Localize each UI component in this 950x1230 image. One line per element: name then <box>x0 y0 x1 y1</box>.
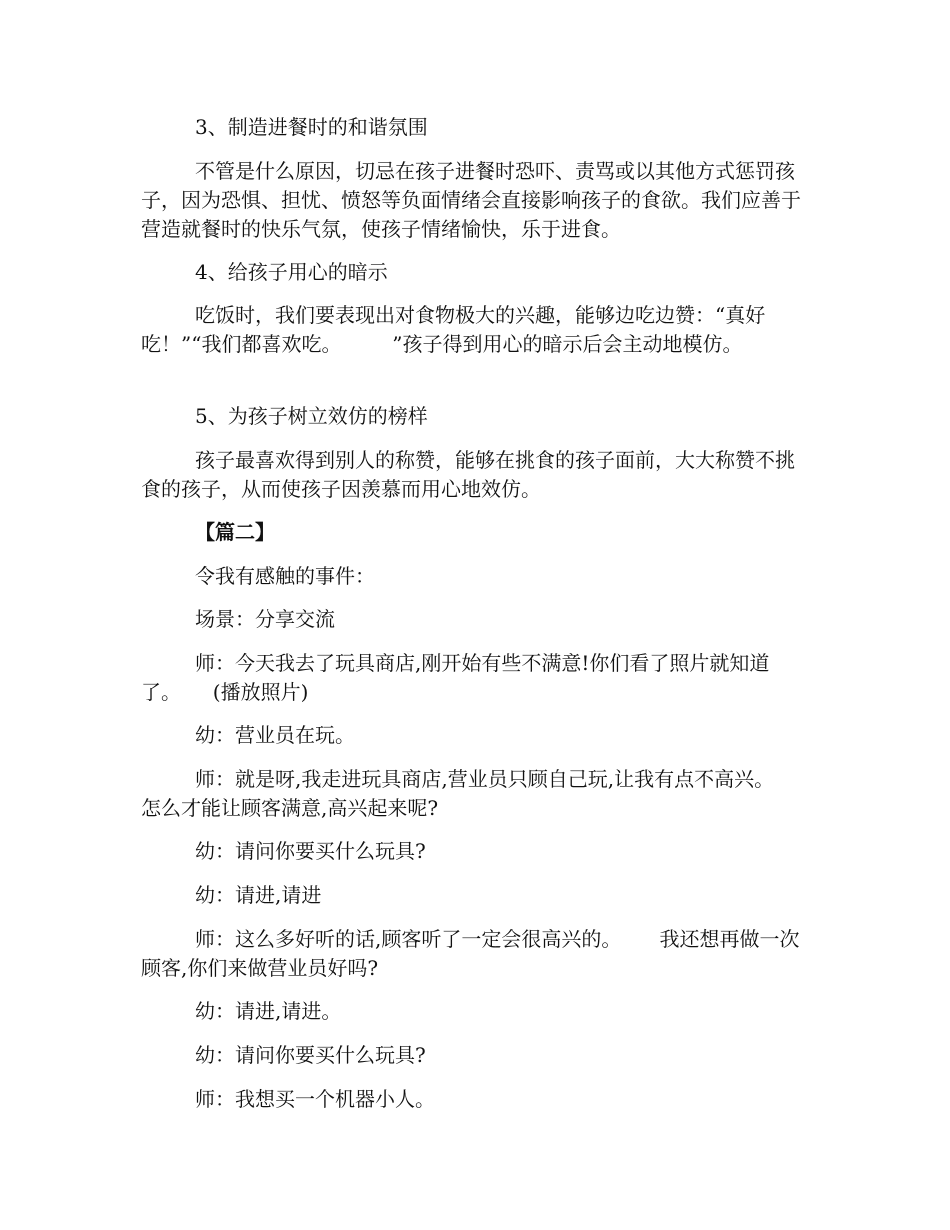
paragraph-role-model: 孩子最喜欢得到别人的称赞，能够在挑食的孩子面前，大大称赞不挑食的孩子，从而使孩子因羡慕而用心地效仿。 <box>141 448 795 501</box>
dialogue-child-2: 幼：请问你要买什么玩具? <box>195 839 426 863</box>
dialogue-child-3: 幼：请进,请进 <box>195 883 322 907</box>
paragraph-positive-hint: 吃饭时，我们要表现出对食物极大的兴趣，能够边吃边赞：“真好吃！”“我们都喜欢吃。 ”孩子得到用心的暗示后会主动地模仿。 <box>141 303 766 356</box>
dialogue-child-5: 幼：请问你要买什么玩具? <box>195 1043 426 1067</box>
dialogue-teacher-1: 师：今天我去了玩具商店,刚开始有些不满意!你们看了照片就知道了。 (播放照片) <box>141 651 770 704</box>
section-heading-5: 5、为孩子树立效仿的榜样 <box>195 404 428 428</box>
dialogue-child-4: 幼：请进,请进。 <box>195 999 342 1023</box>
section-heading-3: 3、制造进餐时的和谐氛围 <box>195 115 428 139</box>
paragraph-mealtime-atmosphere: 不管是什么原因，切忌在孩子进餐时恐吓、责骂或以其他方式惩罚孩子，因为恐惧、担忧、愤怒等负面情绪会直接影响孩子的食欲。我们应善于营造就餐时的快乐气氛，使孩子情绪愉快，乐于进食。 <box>141 159 801 241</box>
part-two-heading: 【篇二】 <box>195 520 275 544</box>
dialogue-teacher-3: 师：这么多好听的话,顾客听了一定会很高兴的。 我还想再做一次顾客,你们来做营业员好吗? <box>141 927 800 980</box>
section-heading-4: 4、给孩子用心的暗示 <box>195 260 388 284</box>
dialogue-teacher-2: 师：就是呀,我走进玩具商店,营业员只顾自己玩,让我有点不高兴。 怎么才能让顾客满意,高兴起来呢? <box>141 767 813 820</box>
dialogue-teacher-4: 师：我想买一个机器小人。 <box>195 1087 435 1111</box>
dialogue-child-1: 幼：营业员在玩。 <box>195 723 355 747</box>
scene-line: 场景：分享交流 <box>195 607 335 631</box>
event-title: 令我有感触的事件： <box>195 564 375 588</box>
